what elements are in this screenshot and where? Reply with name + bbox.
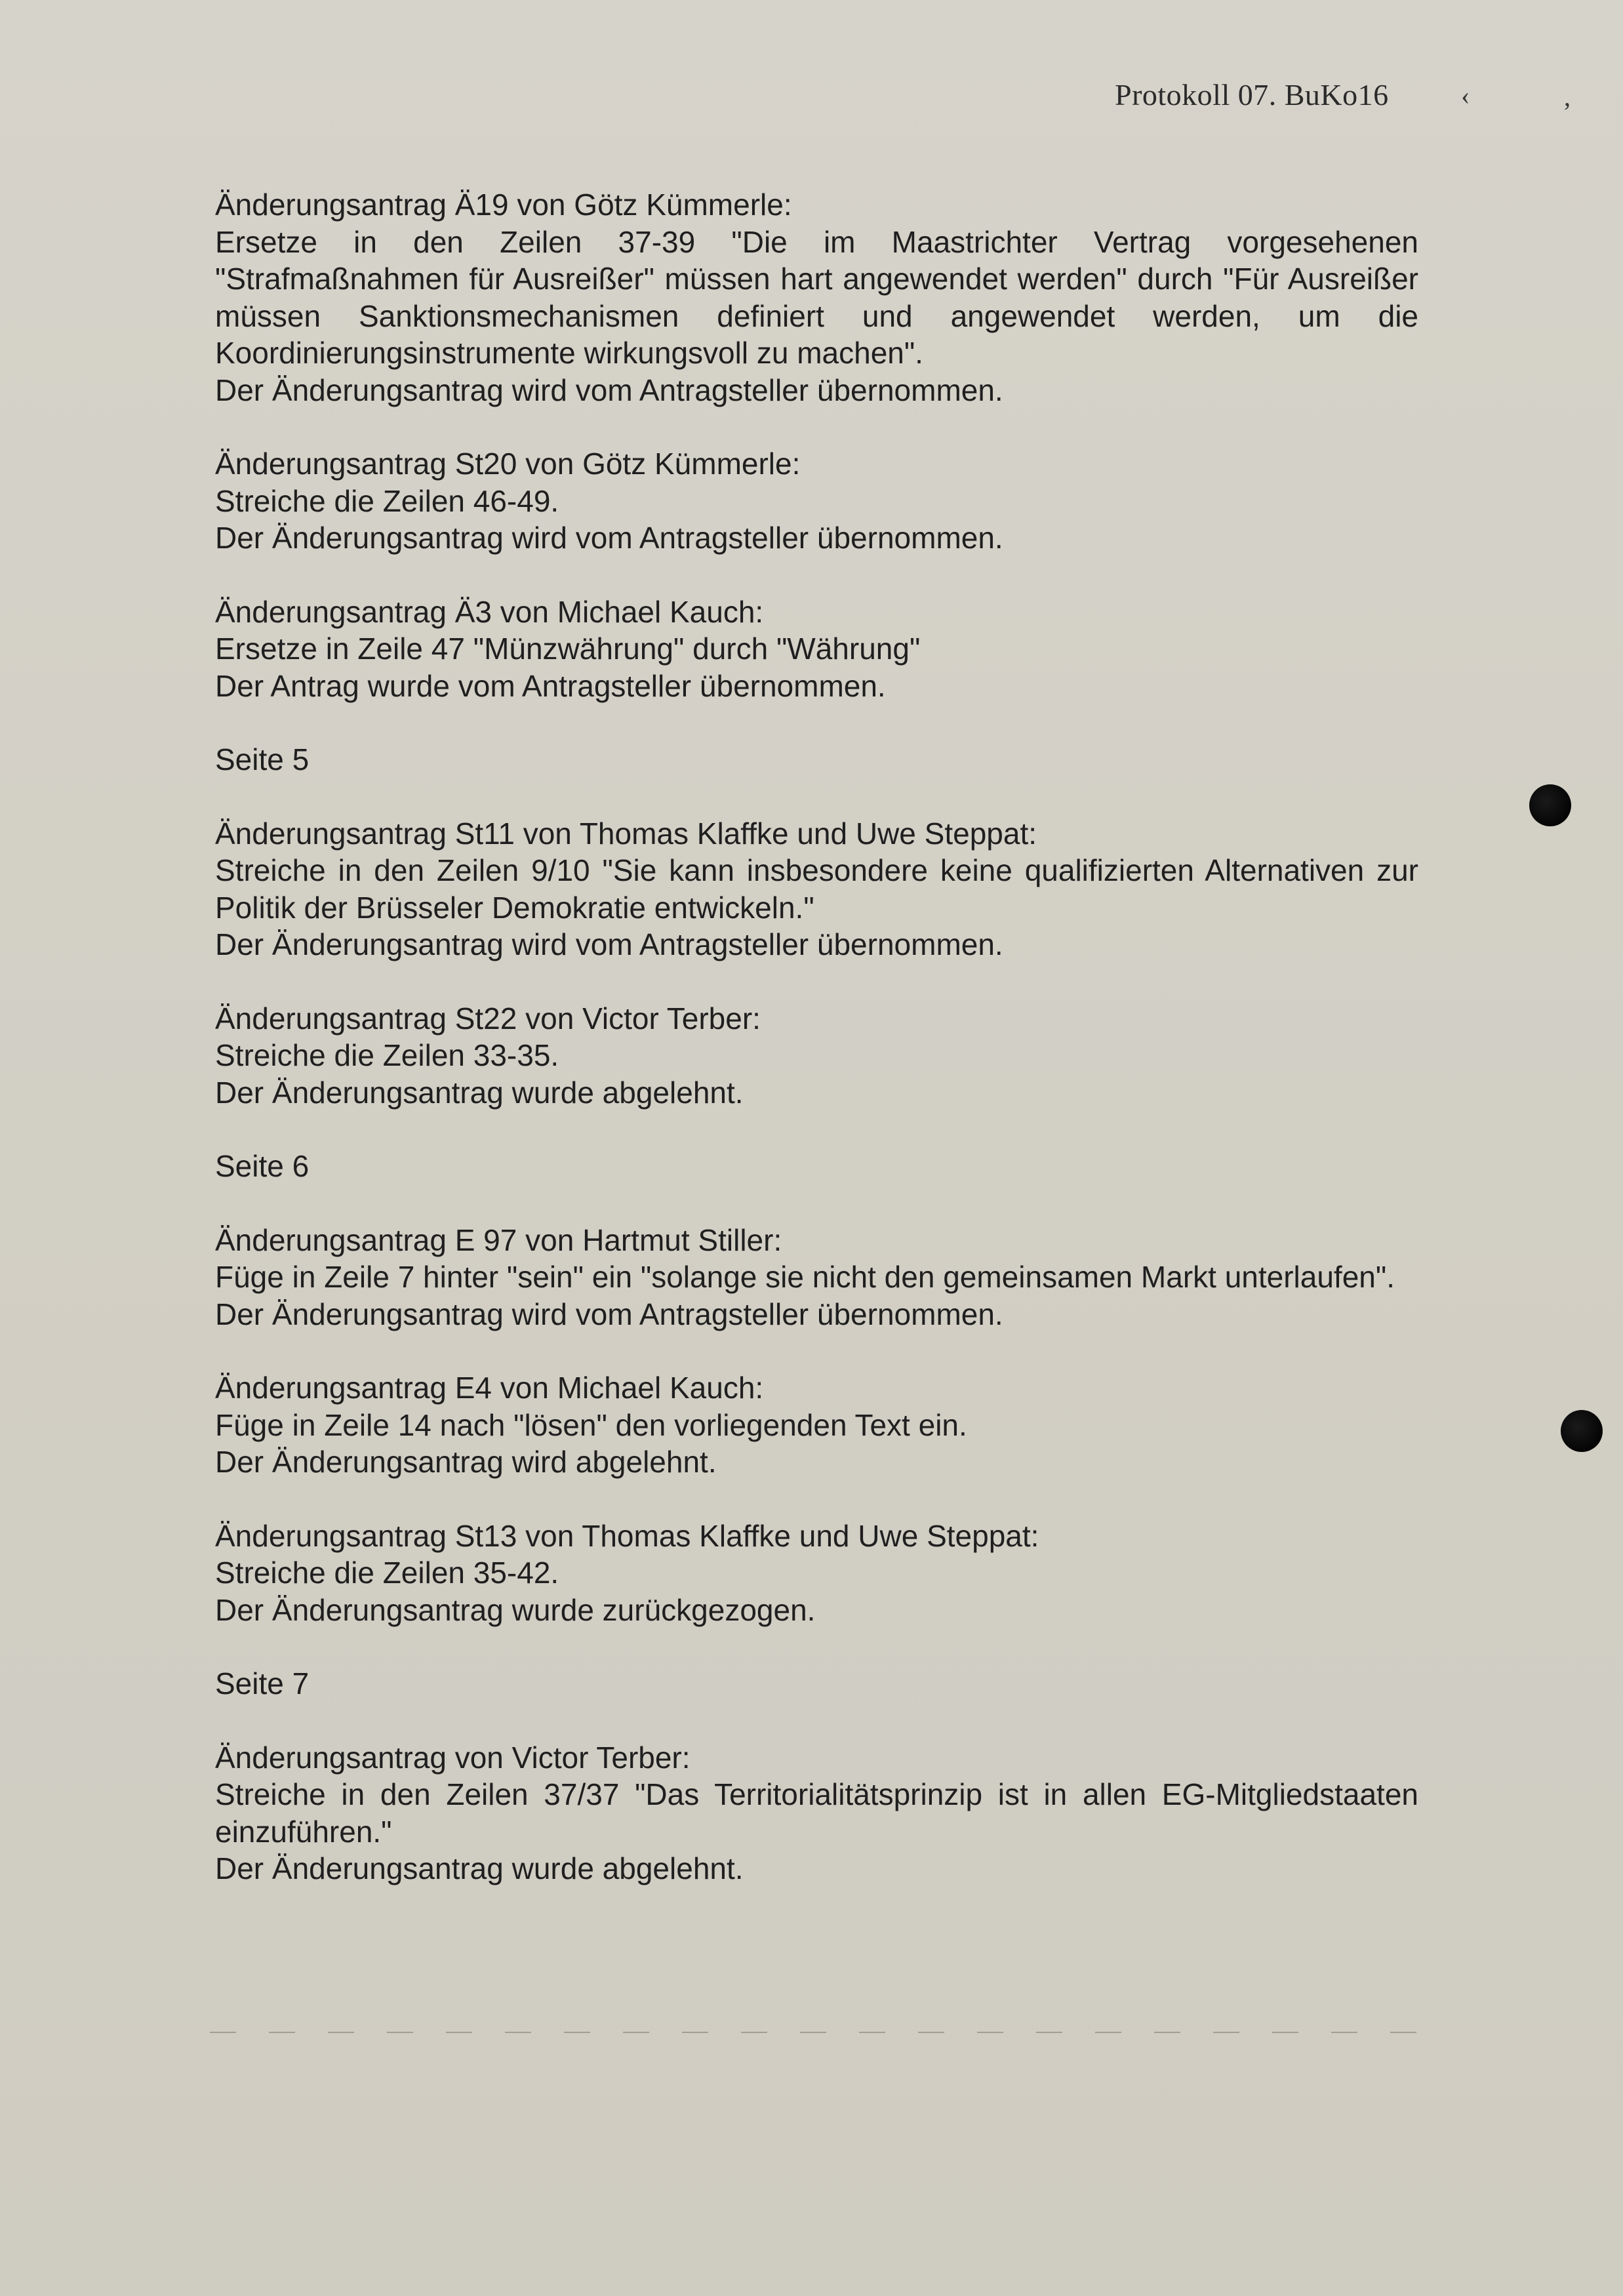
- amendment-entry: [215, 1739, 1418, 1887]
- amendment-heading: Änderungsantrag St13 von Thomas Klaffke und Uwe Steppat:: [215, 1518, 1039, 1553]
- amendment-body: Ersetze in den Zeilen 37-39 "Die im Maastrichter Vertrag vorgesehenen "Strafmaßnahmen für Ausreißer" müssen hart angewendet werden" durch "Für Ausreißer müssen Sanktionsmechanismen definiert und angewendet werden, um die Koordinierungsinstrumente wirkungsvoll zu machen".: [215, 224, 1418, 370]
- amendment-entry: [215, 445, 1418, 557]
- amendment-result: Der Änderungsantrag wurde zurückgezogen.: [215, 1592, 816, 1627]
- amendment-entry: [215, 815, 1418, 963]
- amendment-result: Der Änderungsantrag wurde abgelehnt.: [215, 1075, 744, 1110]
- amendment-heading: Änderungsantrag E4 von Michael Kauch:: [215, 1371, 764, 1405]
- amendment-body: Ersetze in Zeile 47 "Münzwährung" durch "Währung": [215, 632, 921, 666]
- amendment-result: Der Änderungsantrag wird vom Antragsteller übernommen.: [215, 373, 1003, 407]
- amendment-entry: [215, 594, 1418, 705]
- page-reference: Seite 6: [215, 1149, 310, 1183]
- amendment-entry: [215, 1369, 1418, 1481]
- amendment-body: Streiche die Zeilen 46-49.: [215, 483, 559, 518]
- scan-mark: ‹: [1461, 81, 1470, 110]
- amendment-entry: [215, 1518, 1418, 1629]
- faint-dashed-line: [210, 2032, 1430, 2033]
- page-reference: Seite 7: [215, 1666, 310, 1701]
- amendment-body: Füge in Zeile 7 hinter "sein" ein "solange sie nicht den gemeinsamen Markt unterlaufen".: [215, 1260, 1395, 1294]
- amendment-body: Füge in Zeile 14 nach "lösen" den vorliegenden Text ein.: [215, 1407, 967, 1442]
- amendment-entry: [215, 1000, 1418, 1112]
- amendment-entry: [215, 186, 1418, 409]
- amendment-result: Der Änderungsantrag wird vom Antragsteller übernommen.: [215, 1297, 1003, 1331]
- amendment-heading: Änderungsantrag E 97 von Hartmut Stiller:: [215, 1222, 782, 1257]
- punch-hole: [1561, 1410, 1603, 1452]
- amendment-heading: Änderungsantrag Ä3 von Michael Kauch:: [215, 594, 764, 629]
- protocol-content: [215, 186, 1418, 1924]
- page-header: Protokoll 07. BuKo16: [1115, 78, 1389, 111]
- page-reference: Seite 5: [215, 742, 310, 776]
- amendment-body: Streiche in den Zeilen 37/37 "Das Territorialitätsprinzip ist in allen EG-Mitgliedstaaten einzuführen.": [215, 1777, 1418, 1849]
- amendment-heading: Änderungsantrag St22 von Victor Terber:: [215, 1001, 761, 1036]
- amendment-body: Streiche die Zeilen 35-42.: [215, 1556, 559, 1590]
- punch-hole: [1529, 784, 1571, 826]
- amendment-result: Der Antrag wurde vom Antragsteller übernommen.: [215, 668, 886, 703]
- amendment-entry: [215, 1222, 1418, 1333]
- amendment-result: Der Änderungsantrag wird vom Antragsteller übernommen.: [215, 927, 1003, 961]
- amendment-result: Der Änderungsantrag wird vom Antragsteller übernommen.: [215, 521, 1003, 555]
- amendment-body: Streiche in den Zeilen 9/10 "Sie kann insbesondere keine qualifizierten Alternativen zur Politik der Brüsseler Demokratie entwickeln.": [215, 853, 1418, 925]
- amendment-body: Streiche die Zeilen 33-35.: [215, 1038, 559, 1072]
- amendment-heading: Änderungsantrag St20 von Götz Kümmerle:: [215, 447, 801, 481]
- amendment-heading: Änderungsantrag Ä19 von Götz Kümmerle:: [215, 188, 792, 222]
- amendment-heading: Änderungsantrag von Victor Terber:: [215, 1740, 691, 1775]
- amendment-result: Der Änderungsantrag wurde abgelehnt.: [215, 1851, 744, 1885]
- amendment-heading: Änderungsantrag St11 von Thomas Klaffke und Uwe Steppat:: [215, 816, 1037, 851]
- scan-mark: ,: [1564, 82, 1571, 111]
- amendment-result: Der Änderungsantrag wird abgelehnt.: [215, 1445, 717, 1479]
